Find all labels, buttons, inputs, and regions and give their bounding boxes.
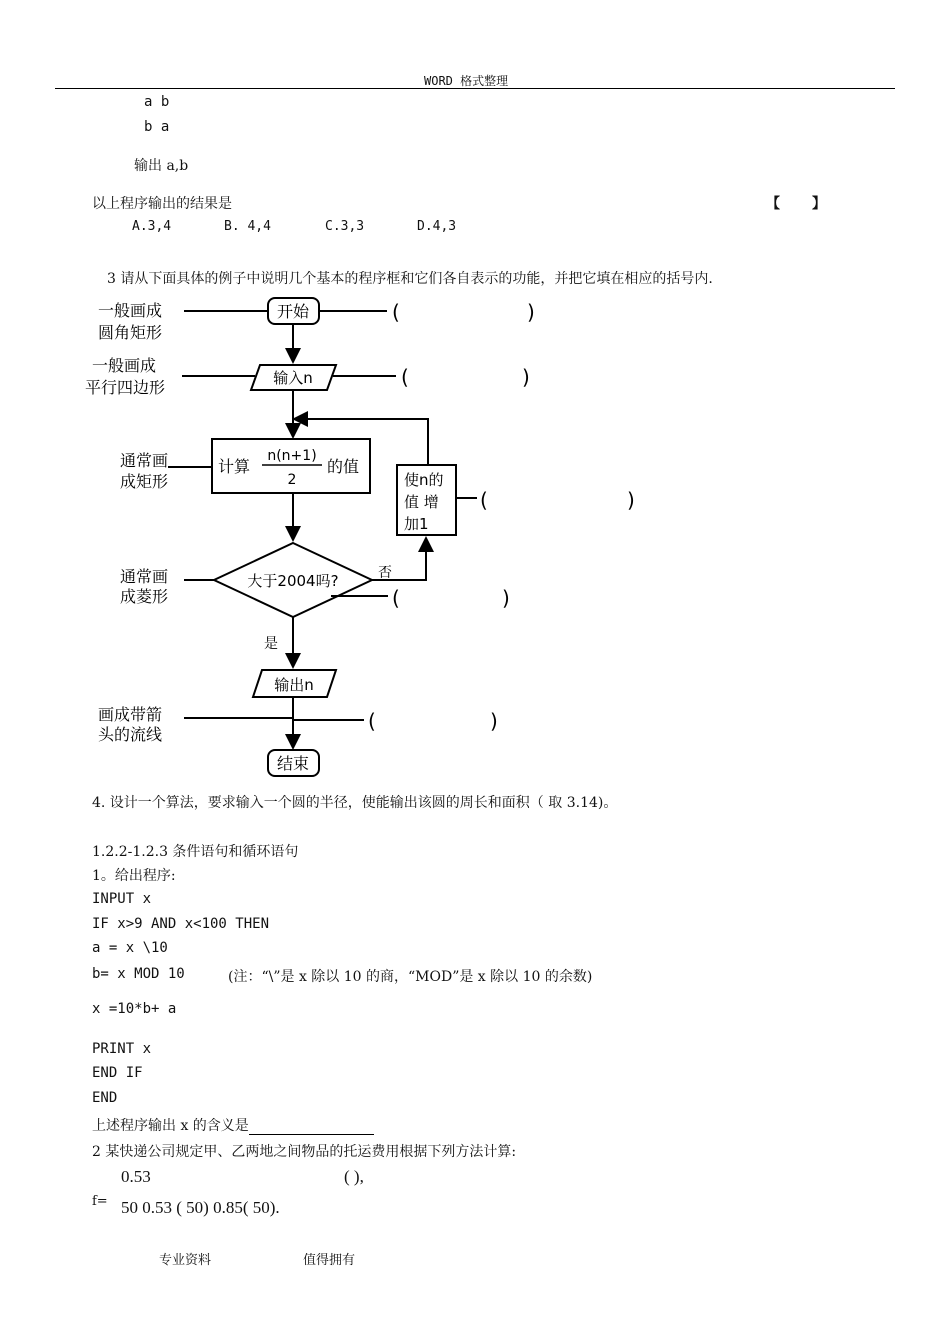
code-line: b a	[144, 119, 170, 135]
code-line: END IF	[92, 1065, 143, 1081]
section-title: 1.2.2-1.2.3 条件语句和循环语句	[92, 844, 299, 860]
answer-paren-open: (	[368, 709, 376, 733]
answer-paren-open: (	[401, 365, 409, 389]
increment-line3: 加1	[404, 515, 429, 533]
answer-paren-open: (	[392, 300, 400, 324]
label-start-line2: 圆角矩形	[98, 323, 163, 342]
option-b: B. 4,4	[224, 219, 271, 234]
question-label: 上述程序输出 x 的含义是	[92, 1118, 249, 1134]
label-process-line2: 成矩形	[120, 472, 169, 491]
answer-paren-open: (	[480, 488, 488, 512]
page-header: WORD 格式整理	[424, 74, 509, 88]
code-line: END	[92, 1090, 118, 1106]
output-label: 输出n	[274, 676, 314, 694]
compute-denominator: 2	[287, 472, 297, 488]
label-flowline-line1: 画成带箭	[98, 705, 163, 724]
decision-label: 大于2004吗?	[247, 572, 339, 590]
answer-paren-open: (	[392, 586, 400, 610]
input-label: 输入n	[273, 369, 313, 387]
option-d: D.4,3	[417, 219, 457, 234]
compute-suffix: 的值	[327, 457, 360, 476]
yes-label: 是	[264, 636, 278, 652]
question-text	[92, 1115, 374, 1135]
code-line: x =10*b+ a	[92, 1001, 177, 1017]
question-text: 以上程序输出的结果是	[92, 196, 232, 212]
answer-bracket-close: 】	[812, 196, 826, 212]
answer-bracket-open: 【	[766, 196, 780, 212]
formula-label: f=	[92, 1194, 108, 1209]
header-rule	[55, 88, 895, 89]
option-a: A.3,4	[132, 219, 172, 234]
formula-condition: ( ),	[344, 1167, 364, 1186]
label-decision-line2: 成菱形	[120, 587, 169, 606]
compute-numerator: n(n+1)	[267, 448, 317, 464]
label-io-line1: 一般画成	[92, 356, 157, 375]
label-io-line2: 平行四边形	[85, 378, 166, 397]
question-text: 3 请从下面具体的例子中说明几个基本的程序框和它们各自表示的功能，并把它填在相应的括号内.	[107, 271, 713, 287]
code-line: INPUT x	[92, 891, 152, 907]
option-c: C.3,3	[325, 219, 365, 234]
question-intro: 1。给出程序:	[92, 868, 176, 884]
label-process-line1: 通常画	[120, 451, 169, 470]
flowchart-diagram	[0, 290, 950, 780]
code-line: a b	[144, 94, 170, 110]
label-decision-line1: 通常画	[120, 567, 169, 586]
start-label: 开始	[276, 302, 310, 321]
code-line: IF x>9 AND x<100 THEN	[92, 916, 270, 932]
compute-prefix: 计算	[218, 457, 251, 476]
answer-paren-close: )	[527, 300, 535, 324]
code-line: b= x MOD 10	[92, 966, 185, 982]
label-start-line1: 一般画成	[98, 301, 163, 320]
code-line: PRINT x	[92, 1041, 152, 1057]
increment-line2: 值 增	[404, 493, 439, 511]
question-text: 2 某快递公司规定甲、乙两地之间物品的托运费用根据下列方法计算:	[92, 1144, 517, 1160]
end-label: 结束	[276, 754, 310, 773]
no-label: 否	[378, 565, 392, 581]
formula-value: 0.53	[121, 1167, 151, 1186]
answer-paren-close: )	[502, 586, 510, 610]
increment-line1: 使n的	[404, 471, 444, 489]
question-text: 4. 设计一个算法，要求输入一个圆的半径，使能输出该圆的周长和面积（ 取 3.14)。	[92, 795, 618, 811]
answer-paren-close: )	[522, 365, 530, 389]
footer-right: 值得拥有	[303, 1253, 356, 1268]
code-line: a = x \10	[92, 940, 168, 956]
formula-row: 50 0.53 ( 50) 0.85( 50).	[121, 1198, 280, 1217]
code-note: (注：“\”是 x 除以 10 的商，“MOD”是 x 除以 10 的余数)	[228, 969, 593, 985]
footer-left: 专业资料	[159, 1253, 212, 1268]
code-line: 输出 a,b	[134, 158, 189, 174]
label-flowline-line2: 头的流线	[98, 725, 163, 744]
answer-paren-close: )	[490, 709, 498, 733]
answer-paren-close: )	[627, 488, 635, 512]
answer-blank[interactable]	[249, 1120, 374, 1135]
